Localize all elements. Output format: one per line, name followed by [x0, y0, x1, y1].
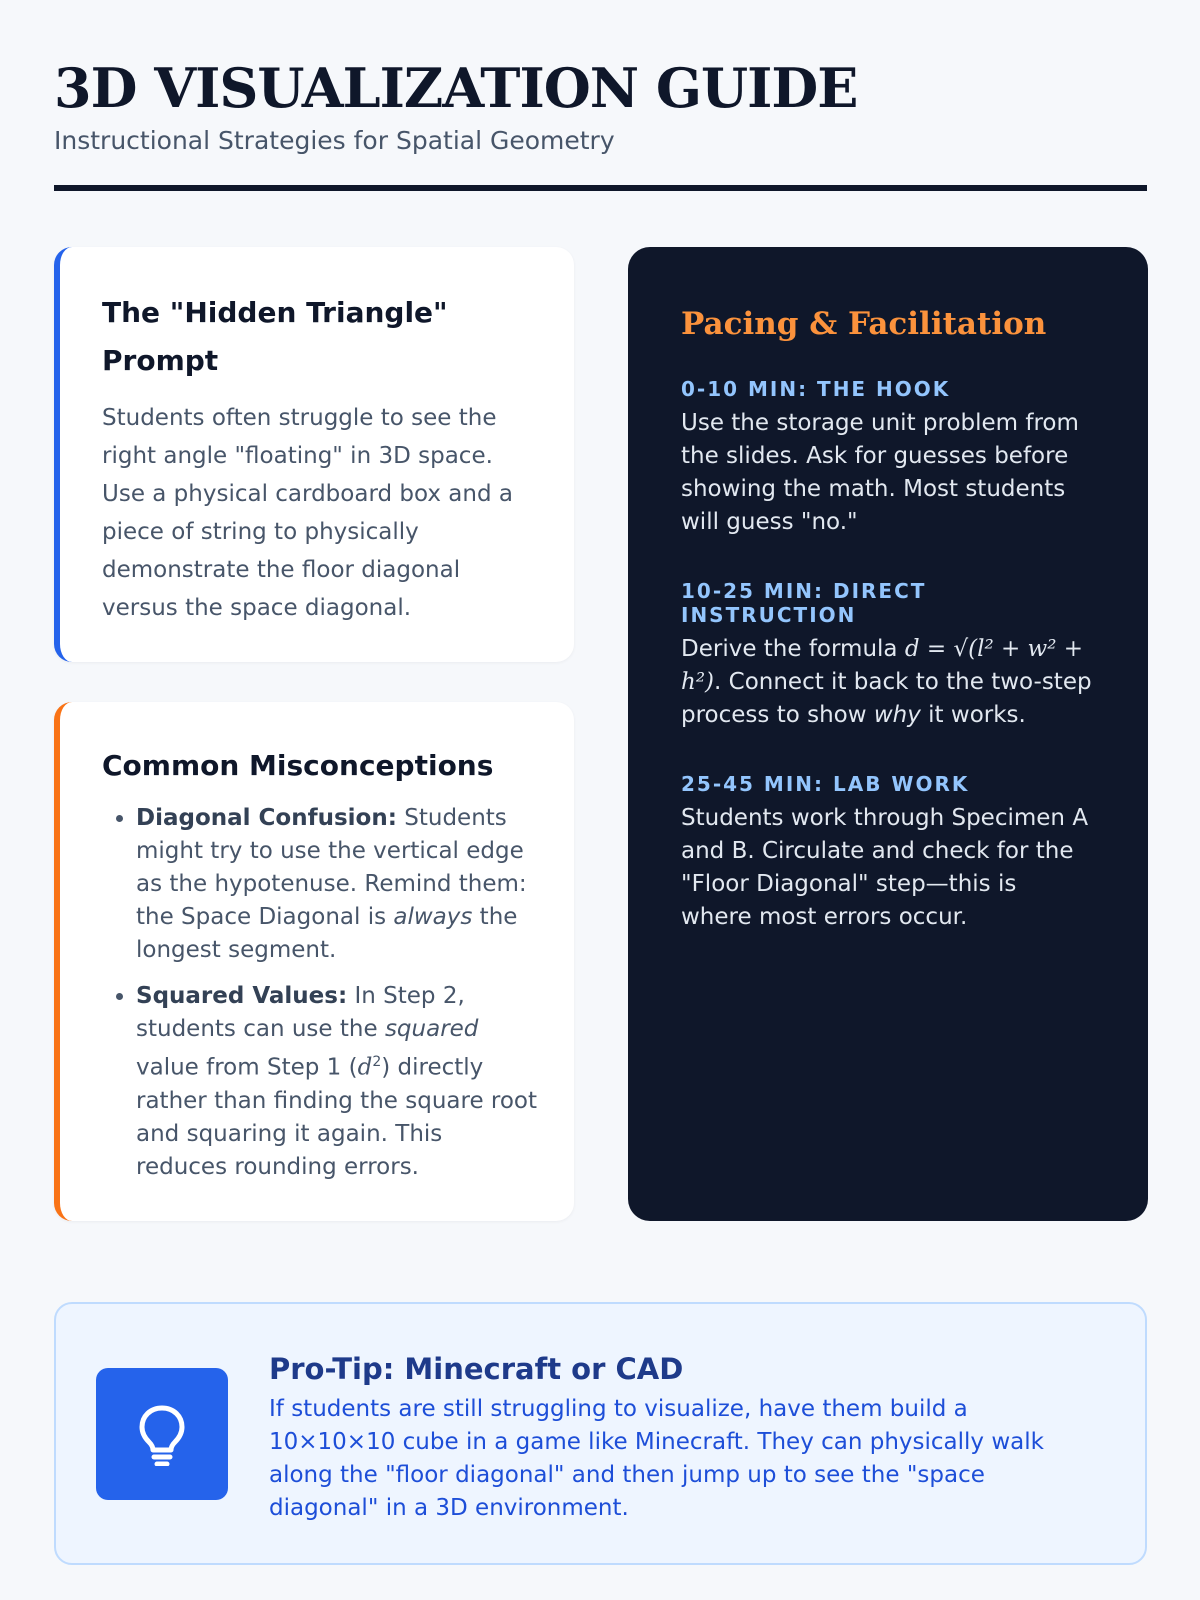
math-exponent: 2	[372, 1054, 382, 1070]
misconception-text: ) directly rather than finding the square root and squaring it again. This reduces rounding errors.	[136, 1054, 538, 1180]
pacing-title: Pacing & Facilitation	[681, 306, 1047, 342]
pacing-phase	[681, 772, 1094, 934]
pro-tip-text: If students are still struggling to visualize, have them build a 10×10×10 cube in a game like Minecraft. They can physically walk along the "floor diagonal" and then jump up to see the "space diagonal" in a 3D environment.	[269, 1396, 1044, 1521]
phase-label: 10-25 MIN: DIRECT INSTRUCTION	[681, 579, 927, 627]
hidden-triangle-title: The "Hidden Triangle" Prompt	[102, 296, 448, 377]
misconceptions-list	[102, 802, 538, 1184]
misconception-text: value from Step 1 (	[136, 1054, 358, 1081]
phase-text-part: it works.	[920, 702, 1026, 728]
pacing-phase	[681, 377, 1094, 539]
pro-tip-title: Pro-Tip: Minecraft or CAD	[269, 1352, 684, 1386]
pro-tip-content	[269, 1349, 1099, 1525]
formula: d = √(l² + w² + h²)	[681, 636, 1084, 695]
phase-text	[681, 633, 1094, 732]
pacing-panel	[628, 247, 1148, 1221]
phase-label: 0-10 MIN: THE HOOK	[681, 377, 951, 401]
phase-text: Students work through Specimen A and B. Circulate and check for the "Floor Diagonal" step—this is where most errors occur.	[681, 805, 1089, 930]
misconception-text: Students might try to use the vertical edge as the hypotenuse. Remind them: the Space Diagonal is	[136, 805, 527, 930]
misconception-text: In Step 2, students can use the	[136, 983, 465, 1042]
header-divider	[54, 185, 1147, 191]
hidden-triangle-body: Students often struggle to see the right angle "floating" in 3D space. Use a physical cardboard box and a piece of string to physically demonstrate the floor diagonal versus the space diagonal.	[102, 405, 513, 621]
page-subtitle: Instructional Strategies for Spatial Geometry	[54, 126, 615, 155]
phase-text: Use the storage unit problem from the slides. Ask for guesses before showing the math. Most students will guess "no."	[681, 410, 1079, 535]
misconceptions-title: Common Misconceptions	[102, 749, 494, 782]
misconception-text: the longest segment.	[136, 904, 518, 963]
emphasis-text: why	[873, 702, 921, 728]
header	[54, 56, 1147, 155]
list-item	[136, 980, 538, 1184]
misconceptions-card	[54, 702, 574, 1221]
emphasis-text: always	[393, 904, 473, 930]
page-title: 3D VISUALIZATION GUIDE	[54, 56, 858, 120]
phase-label: 25-45 MIN: LAB WORK	[681, 772, 970, 796]
emphasis-text: squared	[384, 1016, 479, 1042]
misconception-label: Squared Values:	[136, 983, 348, 1009]
lightbulb-icon	[96, 1368, 228, 1500]
misconception-label: Diagonal Confusion:	[136, 805, 397, 831]
hidden-triangle-card	[54, 247, 574, 662]
pacing-phase	[681, 579, 1094, 732]
pro-tip-box	[54, 1302, 1147, 1565]
math-variable: d	[357, 1054, 373, 1081]
phase-text-part: Derive the formula	[681, 636, 905, 662]
list-item	[136, 802, 538, 967]
lightbulb-svg	[136, 1402, 188, 1466]
phase-text-part: . Connect it back to the two-step process to show	[681, 669, 1092, 728]
